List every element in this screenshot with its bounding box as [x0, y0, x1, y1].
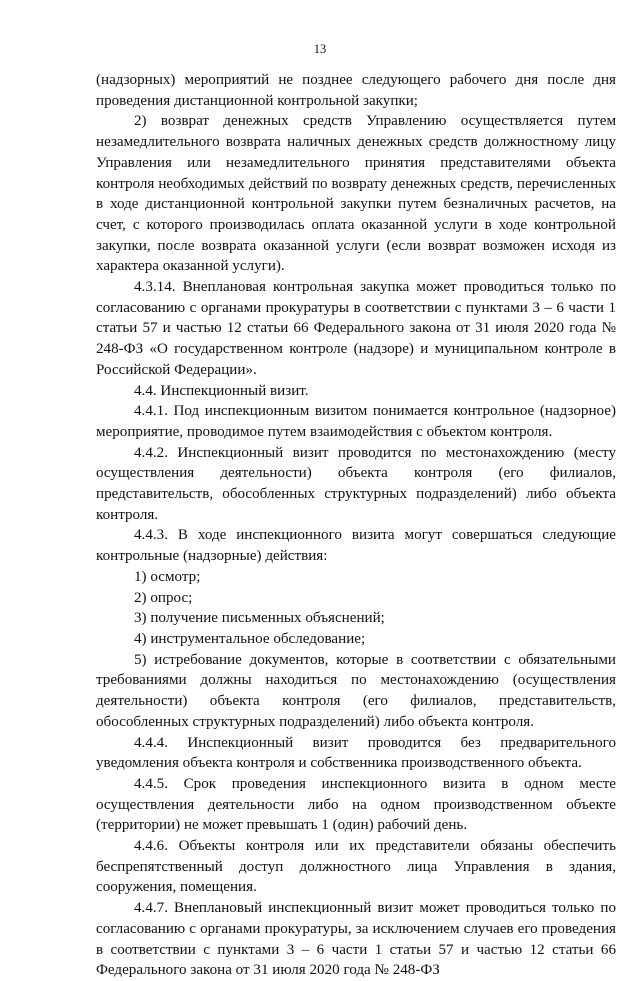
- paragraph-4-3-14: 4.3.14. Внеплановая контрольная закупка может проводиться только по согласованию с органами прокуратуры в соответствии с пунктами 3 – 6 части 1 статьи 57 и частью 12 статьи 66 Федерального закона от 31 июля 2020 года № 248-ФЗ «О государственном контроле (надзоре) и муниципальном контроле в Российской Федерации».: [96, 279, 616, 378]
- list-item-instrumental-examination: 4) инструментальное обследование;: [134, 630, 366, 647]
- list-item-written-explanations: 3) получение письменных объяснений;: [134, 610, 385, 627]
- paragraph-4-4-3: 4.4.3. В ходе инспекционного визита могут совершаться следующие контрольные (надзорные) действия:: [96, 527, 616, 565]
- paragraph-4-4-7: 4.4.7. Внеплановый инспекционный визит может проводиться только по согласованию с органами прокуратуры, за исключением случаев его проведения в соответствии с пунктами 3 – 6 части 1 статьи 57 и частью 12 статьи 66 Федерального закона от 31 июля 2020 года № 248-ФЗ: [96, 900, 616, 979]
- list-item-inspection: 1) осмотр;: [134, 568, 201, 585]
- paragraph-4-4-5: 4.4.5. Срок проведения инспекционного визита в одном месте осуществления деятельности либо на одном производственном объекте (территории) не может превышать 1 (один) рабочий день.: [96, 775, 616, 834]
- page-number: 13: [313, 42, 327, 56]
- paragraph-4-4-4: 4.4.4. Инспекционный визит проводится без предварительного уведомления объекта контроля и собственника производственного объекта.: [96, 734, 616, 772]
- paragraph-refund-procedure: 2) возврат денежных средств Управлению осуществляется путем незамедлительного возврата наличных денежных средств должностному лицу Управления или незамедлительного принятия представителями объекта контроля необходимых действий по возврату денежных средств, перечисленных в ходе дистанционной контрольной закупки путем безналичных расчетов, на счет, с которого производилась оплата оказанной услуги в ходе контрольной закупки, после возврата оказанной услуги (если возврат возможен исходя из характера оказанной услуги).: [96, 113, 616, 275]
- paragraph-4-4-1: 4.4.1. Под инспекционным визитом понимается контрольное (надзорное) мероприятие, проводимое путем взаимодействия с объектом контроля.: [96, 403, 616, 440]
- heading-4-4: 4.4. Инспекционный визит.: [134, 382, 309, 399]
- paragraph-4-4-6: 4.4.6. Объекты контроля или их представители обязаны обеспечить беспрепятственный доступ должностного лица Управления в здания, сооружения, помещения.: [96, 838, 616, 896]
- list-item-document-request: 5) истребование документов, которые в соответствии с обязательными требованиями должны находиться по местонахождению (осуществления деятельности) объекта контроля (его филиалов, представительств, обособленных структурных подразделений) либо объекта контроля.: [96, 651, 616, 730]
- document-body: [96, 70, 616, 981]
- list-item-survey: 2) опрос;: [134, 589, 193, 606]
- paragraph-4-4-2: 4.4.2. Инспекционный визит проводится по местонахождению (месту осуществления деятельности) объекта контроля (его филиалов, представительств, обособленных структурных подразделений) либо объекта контроля.: [96, 444, 616, 523]
- paragraph-continuation: (надзорных) мероприятий не позднее следующего рабочего дня после дня проведения дистанционной контрольной закупки;: [96, 72, 616, 109]
